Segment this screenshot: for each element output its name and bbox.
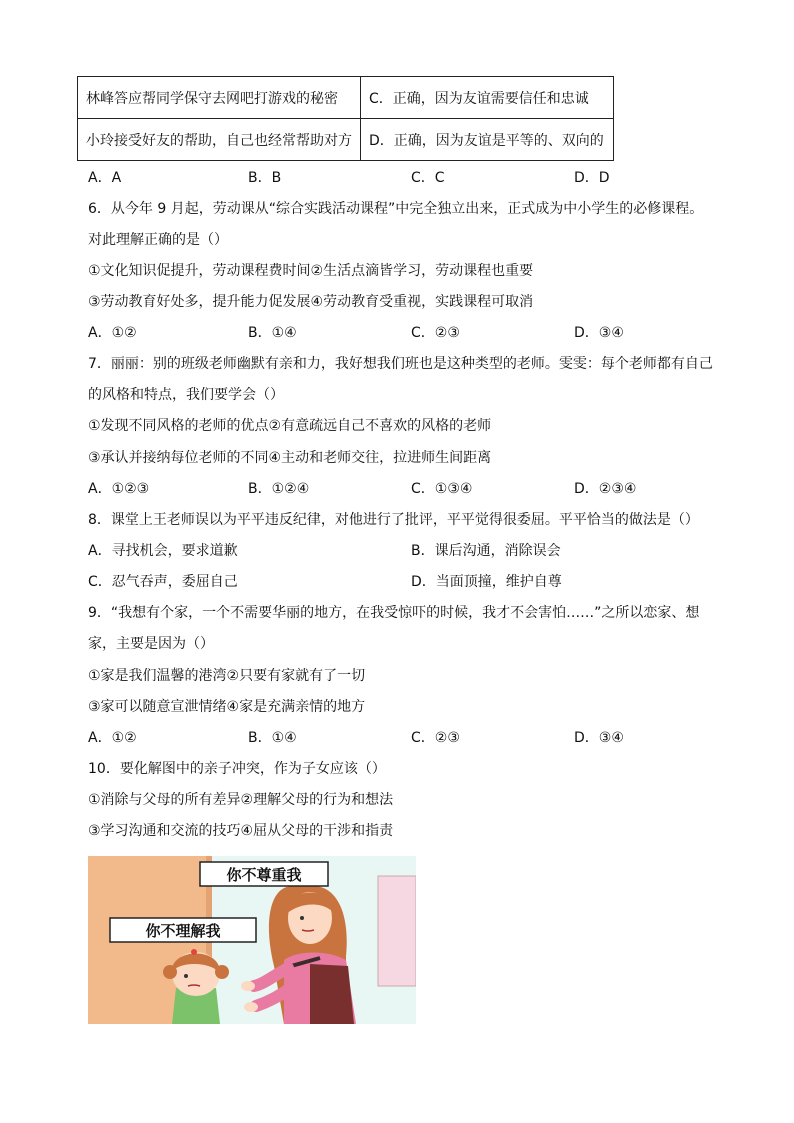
q5-option-d: D．D <box>574 170 610 186</box>
q8-option-c: C．忍气吞声，委屈自己 <box>88 574 238 590</box>
q7-option-b: B．①②④ <box>248 481 310 497</box>
q6-item: ①文化知识促提升，劳动课程费时间②生活点滴皆学习，劳动课程也重要 <box>88 263 534 279</box>
q9-stem: 9．“我想有个家，一个不需要华丽的地方，在我受惊吓的时候，我才不会害怕……”之所以恋家、想 <box>88 605 700 621</box>
cartoon-illustration <box>88 856 416 1024</box>
q8-option-b: B．课后沟通，消除误会 <box>411 543 561 559</box>
child-speech-label <box>110 918 256 942</box>
q10-item: ①消除与父母的所有差异②理解父母的行为和想法 <box>88 792 394 808</box>
mother-speech-label <box>200 862 328 886</box>
q6-option-d: D．③④ <box>574 325 624 341</box>
child-speech-text: 你不理解我 <box>145 922 221 940</box>
q6-stem: 6．从今年 9 月起，劳动课从“综合实践活动课程”中完全独立出来，正式成为中小学生的必修课程。 <box>88 201 704 217</box>
q7-stem-cont: 的风格和特点，我们要学会（） <box>88 387 284 403</box>
q7-item: ③承认并接纳每位老师的不同④主动和老师交往，拉进师生间距离 <box>88 450 492 466</box>
window-frame <box>378 876 416 986</box>
q9-option-c: C．②③ <box>411 730 460 746</box>
q9-option-b: B．①④ <box>248 730 297 746</box>
q7-option-a: A．①②③ <box>88 481 150 497</box>
table-cell: 林峰答应帮同学保守去网吧打游戏的秘密 <box>78 77 361 119</box>
q6-option-b: B．①④ <box>248 325 297 341</box>
q9-stem-cont: 家，主要是因为（） <box>88 636 214 652</box>
q6-option-a: A．①② <box>88 325 137 341</box>
q9-option-d: D．③④ <box>574 730 624 746</box>
q7-option-c: C．①③④ <box>411 481 473 497</box>
table-row <box>78 77 614 119</box>
mother-speech-text: 你不尊重我 <box>226 866 302 884</box>
q9-option-a: A．①② <box>88 730 137 746</box>
q5-option-a: A．A <box>88 170 122 186</box>
table-cell: D．正确，因为友谊是平等的、双向的 <box>361 119 614 161</box>
table-cell: C．正确，因为友谊需要信任和忠诚 <box>361 77 614 119</box>
q10-stem: 10．要化解图中的亲子冲突，作为子女应该（） <box>88 761 386 777</box>
q7-stem: 7．丽丽：别的班级老师幽默有亲和力，我好想我们班也是这种类型的老师。雯雯：每个老师都有自己 <box>88 356 713 372</box>
q9-item: ③家可以随意宣泄情绪④家是充满亲情的地方 <box>88 699 366 715</box>
q6-item: ③劳动教育好处多，提升能力促发展④劳动教育受重视，实践课程可取消 <box>88 294 534 310</box>
q7-item: ①发现不同风格的老师的优点②有意疏远自己不喜欢的风格的老师 <box>88 418 492 434</box>
table-row <box>78 119 614 161</box>
q8-option-a: A．寻找机会，要求道歉 <box>88 543 238 559</box>
q5-option-b: B．B <box>248 170 282 186</box>
answer-table <box>77 76 614 161</box>
q8-stem: 8．课堂上王老师误以为平平违反纪律，对他进行了批评，平平觉得很委屈。平平恰当的做法是（） <box>88 512 699 528</box>
q10-item: ③学习沟通和交流的技巧④屈从父母的干涉和指责 <box>88 823 394 839</box>
table-cell: 小玲接受好友的帮助，自己也经常帮助对方 <box>78 119 361 161</box>
parent-child-conflict-cartoon <box>88 856 416 1024</box>
q6-stem-cont: 对此理解正确的是（） <box>88 232 228 248</box>
q9-item: ①家是我们温馨的港湾②只要有家就有了一切 <box>88 668 366 684</box>
q5-option-c: C．C <box>411 170 445 186</box>
q7-option-d: D．②③④ <box>574 481 637 497</box>
q8-option-d: D．当面顶撞，维护自尊 <box>411 574 562 590</box>
q6-option-c: C．②③ <box>411 325 460 341</box>
